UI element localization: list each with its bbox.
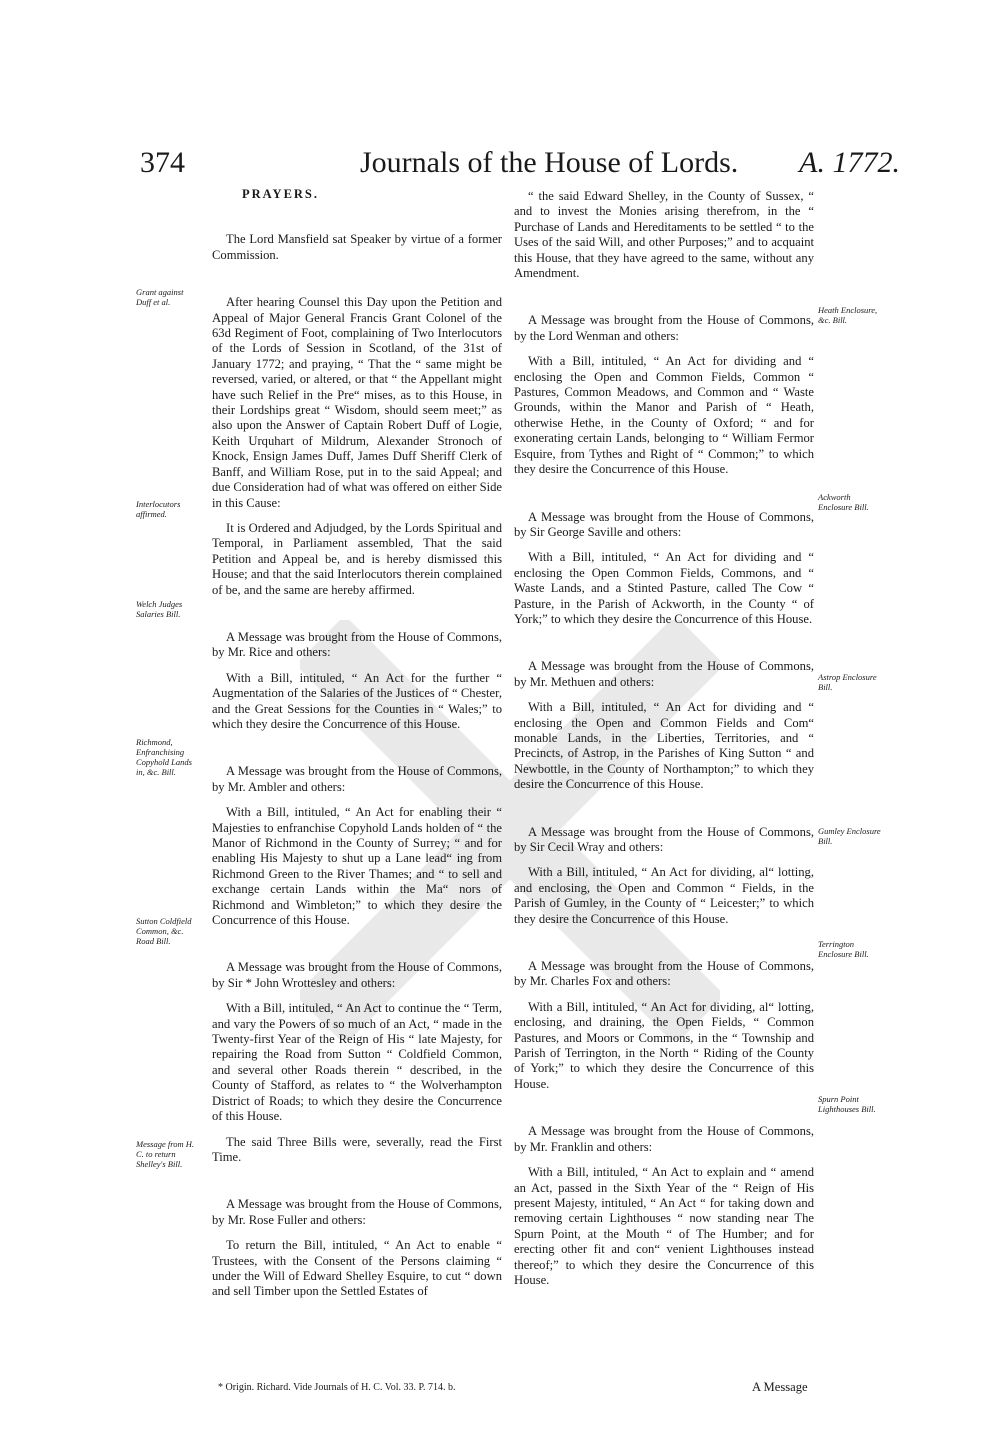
margin-note: Welch Judges Salaries Bill.	[136, 599, 183, 619]
margin-note: Gumley Enclosure Bill.	[818, 826, 881, 846]
prayers-heading: PRAYERS.	[242, 187, 320, 201]
paragraph: After hearing Counsel this Day upon the Petition and Appeal of Major General Francis Grant Colonel of the 63d Regiment of Foot, complaining of Two Interlocutors of the Lords of Session in Scotland, of the 31st of January 1772; and praying, “ That the “ same might be reversed, varied, or altered, or that “ the Appellant might have such Relief in the Pre“ mises, as to this House, in their Lordships great “ Wisdom, should seem meet;” as also upon the Answer of Captain Robert Duff of Logie, Keith Urquhart of Mildrum, Alexander Stronoch of Knock, Ensign James Duff, James Duff Sheriff Clerk of Banff, and William Rose, put in to the said Appeal; and due Consideration had of what was offered on either Side in this Cause:	[212, 295, 502, 510]
margin-note: Astrop Enclosure Bill.	[818, 672, 877, 692]
paragraph: A Message was brought from the House of Commons, by the Lord Wenman and others:	[514, 313, 814, 343]
paragraph: With a Bill, intituled, “ An Act for enabling their “ Majesties to enfranchise Copyhold Lands holden of “ the Manor of Richmond in the County of Surrey; “ and for enabling His Majesty to shut up a Lane lead“ ing from Richmond Green to the River Thames; and “ to sell and exchange certain Lands within the Ma“ nors of Richmond and Wimbleton;” to which they desire the Concurrence of this House.	[212, 805, 502, 928]
margin-note: Sutton Coldfield Common, &c. Road Bill.	[136, 916, 192, 946]
margin-note: Interlocutors affirmed.	[136, 499, 181, 519]
margin-note: Spurn Point Lighthouses Bill.	[818, 1094, 876, 1114]
margin-note: Heath Enclosure, &c. Bill.	[818, 305, 878, 325]
page-year: A. 1772.	[799, 146, 900, 179]
paragraph: A Message was brought from the House of Commons, by Sir * John Wrottesley and others:	[212, 960, 502, 990]
paragraph: With a Bill, intituled, “ An Act for dividing and “ enclosing the Open and Common Fields, Common “ Pastures, Common Meadows, and Common and “ Waste Grounds, within the Manor and Parish of “ Heath, otherwise Hethe, in the County of Oxford; “ and for exonerating certain Lands, belonging to “ William Fermor Esquire, from Tythes and Right of “ Common;” to which they desire the Concurrence of this House.	[514, 354, 814, 477]
paragraph: With a Bill, intituled, “ An Act for the further “ Augmentation of the Salaries of the Justices of “ Chester, and the Great Sessions for the Counties in “ Wales;” to which they desire the Concurrence of this House.	[212, 670, 502, 731]
right-column	[514, 189, 814, 1298]
margin-note: Richmond, Enfranchising Copyhold Lands in, &c. Bill.	[136, 737, 192, 777]
page-header	[140, 146, 900, 186]
margin-note: Grant against Duff et al.	[136, 287, 184, 307]
paragraph: A Message was brought from the House of Commons, by Sir Cecil Wray and others:	[514, 824, 814, 854]
margin-note: Ackworth Enclosure Bill.	[818, 492, 869, 512]
paragraph: To return the Bill, intituled, “ An Act to enable “ Trustees, with the Consent of the Persons claiming “ under the Will of Edward Shelley Esquire, to cut “ down and sell Timber upon the Settled Estates of	[212, 1238, 502, 1299]
paragraph: A Message was brought from the House of Commons, by Mr. Franklin and others:	[514, 1124, 814, 1154]
margin-note: Message from H. C. to return Shelley's Bill.	[136, 1139, 194, 1169]
running-title: Journals of the House of Lords.	[360, 146, 739, 179]
page-number: 374	[140, 146, 185, 179]
paragraph: With a Bill, intituled, “ An Act for dividing, al“ lotting, enclosing, and draining, the Open Fields, “ Common Pastures, and Moors or Commons, in the “ Township and Parish of Terrington, in the North “ Riding of the County of York;” to which they desire the Concurrence of this House.	[514, 999, 814, 1091]
paragraph: A Message was brought from the House of Commons, by Sir George Saville and others:	[514, 509, 814, 539]
paragraph: With a Bill, intituled, “ An Act to explain and “ amend an Act, passed in the Sixth Year of the “ Reign of His present Majesty, intituled, “ An Act “ for taking down and removing certain Lighthouses “ now standing near The Spurn Point, at the Mouth “ of The Humber; and for erecting other fit and con“ venient Lighthouses instead thereof;” to which they desire the Concurrence of this House.	[514, 1165, 814, 1287]
paragraph: A Message was brought from the House of Commons, by Mr. Rice and others:	[212, 629, 502, 660]
left-column	[212, 187, 502, 1310]
footnote: * Origin. Richard. Vide Journals of H. C. Vol. 33. P. 714. b.	[218, 1382, 456, 1393]
catchword: A Message	[752, 1380, 808, 1394]
paragraph: With a Bill, intituled, “ An Act for dividing and “ enclosing the Open and Common Fields and Com“ monable Lands, in the Liberties, Territories, and “ Precincts, of Astrop, in the Parishes of King Sutton “ and Newbottle, in the County of Northampton;” to which they desire the Concurrence of this House.	[514, 700, 814, 792]
paragraph: A Message was brought from the House of Commons, by Mr. Charles Fox and others:	[514, 959, 814, 989]
paragraph: The Lord Mansfield sat Speaker by virtue of a former Commission.	[212, 232, 502, 262]
paragraph: The said Three Bills were, severally, read the First Time.	[212, 1134, 502, 1164]
paragraph: With a Bill, intituled, “ An Act for dividing and “ enclosing the Open Common Fields, Commons, and “ Waste Lands, and a Stinted Pasture, called The Cow “ Pasture, in the Parish of Ackworth, in the County “ of York;” to which they desire the Concurrence of this House.	[514, 550, 814, 626]
paragraph: A Message was brought from the House of Commons, by Mr. Rose Fuller and others:	[212, 1197, 502, 1227]
paragraph: With a Bill, intituled, “ An Act for dividing, al“ lotting, and enclosing, the Open and Common “ Fields, in the Parish of Gumley, in the County of “ Leicester;” to which they desire the Concurrence of this House.	[514, 865, 814, 926]
paragraph: A Message was brought from the House of Commons, by Mr. Ambler and others:	[212, 764, 502, 794]
paragraph: It is Ordered and Adjudged, by the Lords Spiritual and Temporal, in Parliament assembled, That the said Petition and Appeal be, and is hereby dismissed this House; and that the said Interlocutors therein complained of be, and the same are hereby affirmed.	[212, 520, 502, 597]
margin-note: Terrington Enclosure Bill.	[818, 939, 869, 959]
paragraph: A Message was brought from the House of Commons, by Mr. Methuen and others:	[514, 659, 814, 689]
paragraph: With a Bill, intituled, “ An Act to continue the “ Term, and vary the Powers of so much of an Act, “ made in the Twenty-first Year of the Reign of His “ late Majesty, for repairing the Road from Sutton “ Coldfield Common, and several other Roads therein “ described, in the County of Stafford, as relates to “ the Wolverhampton District of Roads; to which they desire the Concurrence of this House.	[212, 1001, 502, 1124]
paragraph: “ the said Edward Shelley, in the County of Sussex, “ and to invest the Monies arising therefrom, in the “ Purchase of Lands and Hereditaments to be settled “ to the Uses of the said Will, and other Purposes;” and to acquaint this House, that they have agreed to the same, without any Amendment.	[514, 189, 814, 281]
